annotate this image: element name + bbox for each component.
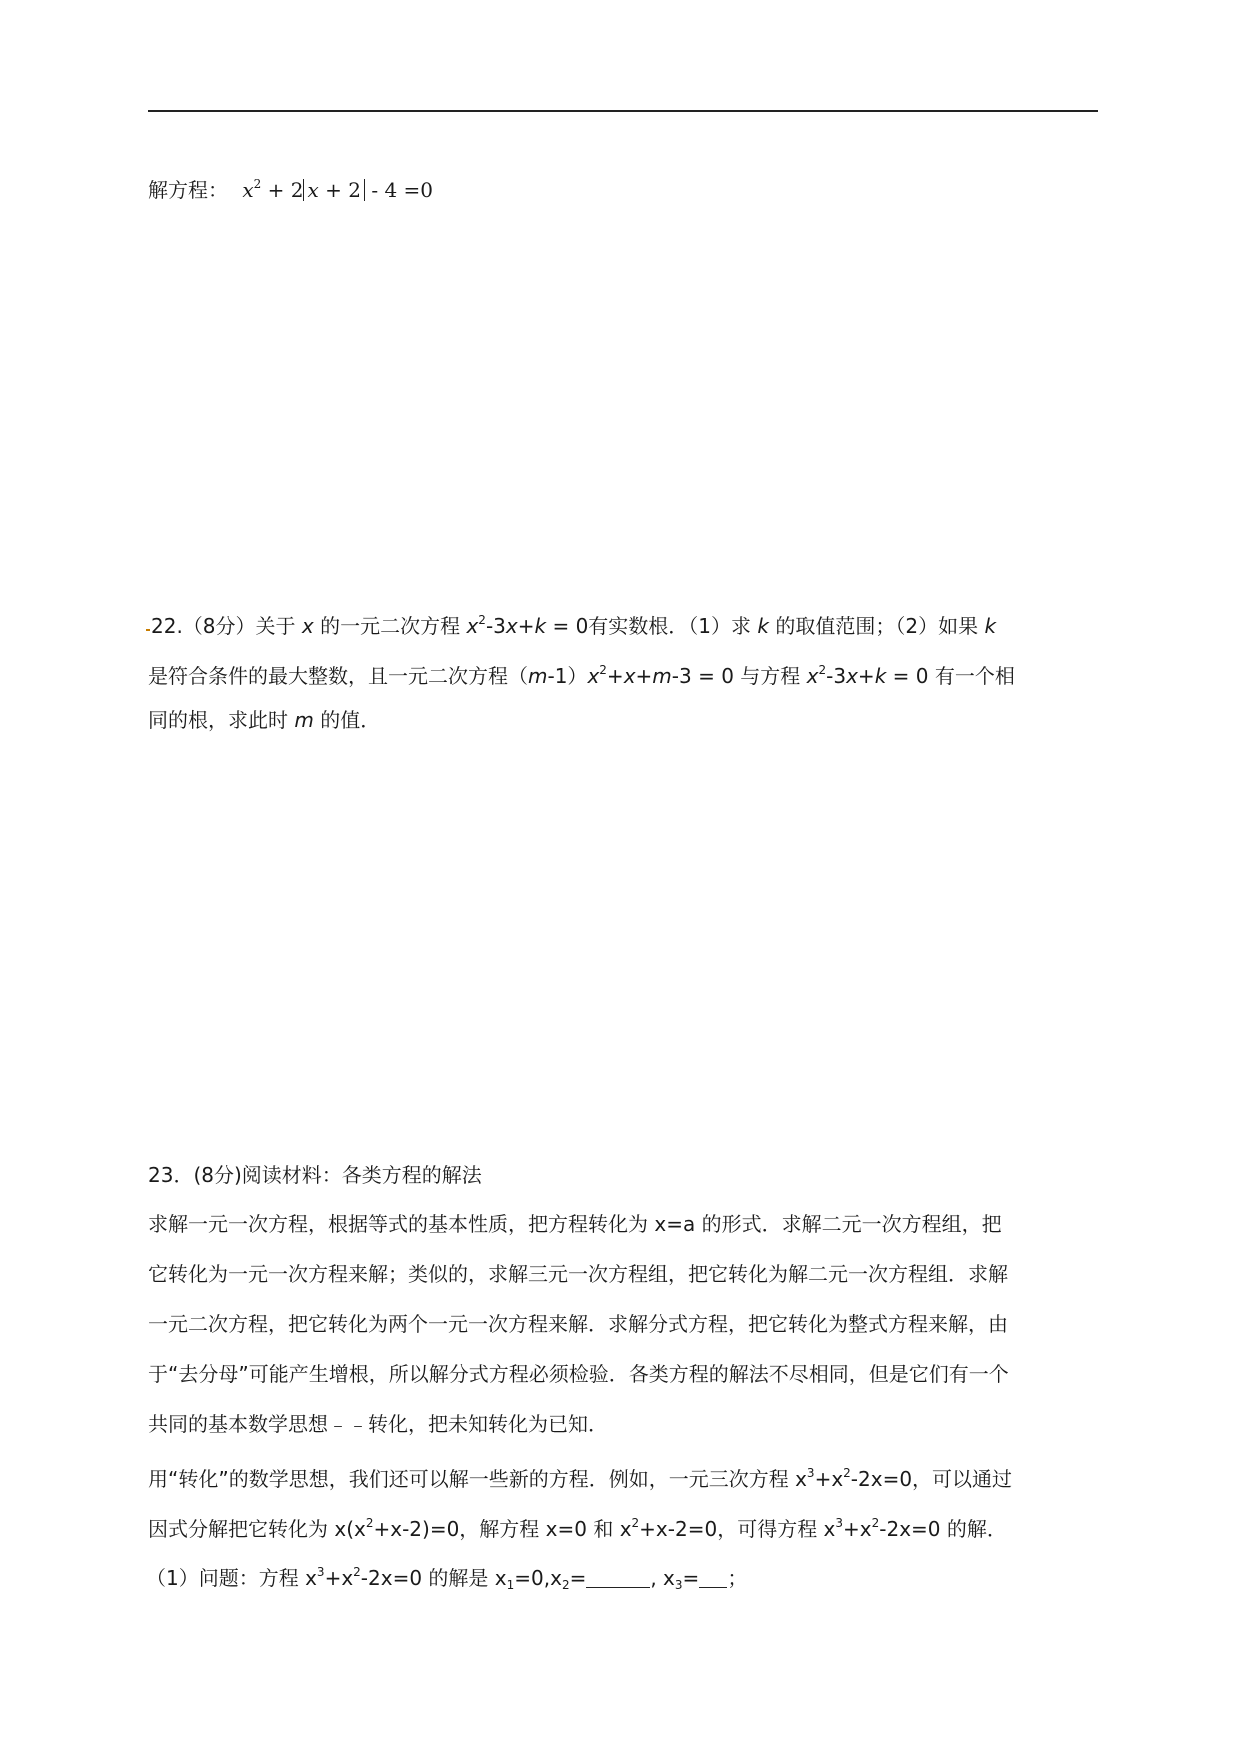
q23-paragraph-line-5: 共同的基本数学思想﹣﹣转化，把未知转化为已知． <box>148 1412 608 1436</box>
q23-paragraph-line-1: 求解一元一次方程，根据等式的基本性质，把方程转化为 x=a 的形式．求解二元一次方程组，把 <box>148 1212 1002 1236</box>
q22-line-1: 22.（8分）关于 x 的一元二次方程 $x^2-3x+k = 0$有实数根．（1）求 k 的取值范围；（2）如果 k <box>146 606 996 640</box>
header-rule <box>148 110 1098 112</box>
q23-question-1: （1）问题：方程 $x^3+x^2-2x=0$ 的解是 $x_1=0,x_2=$ , $x_3=$ ； <box>146 1565 748 1592</box>
intro-label: 解方程： <box>148 178 228 202</box>
marker-tick <box>146 629 150 631</box>
q23-paragraph-line-4: 于“去分母”可能产生增根，所以解分式方程必须检验．各类方程的解法不尽相同，但是它们有一个 <box>148 1362 1009 1386</box>
q23-paragraph-line-2: 它转化为一元一次方程来解；类似的，求解三元一次方程组，把它转化为解二元一次方程组．求解 <box>148 1262 1008 1286</box>
absolute-value: x + 2 <box>303 179 365 201</box>
answer-blank-x2[interactable] <box>586 1569 650 1588</box>
q22-line-2: 是符合条件的最大整数，且一元二次方程$(m-1)x^2+x+m-3 = 0$ 与方程 $x^2-3x+k = 0$ 有一个相 <box>148 663 1015 688</box>
q23-paragraph-line-3: 一元二次方程，把它转化为两个一元一次方程来解．求解分式方程，把它转化为整式方程来解，由 <box>148 1312 1008 1336</box>
q23-title: 23．(8分)阅读材料：各类方程的解法 <box>148 1163 482 1187</box>
q23-paragraph-line-6: 用“转化”的数学思想，我们还可以解一些新的方程．例如，一元三次方程 $x^3+x^2-2x=0$，可以通过 <box>148 1466 1013 1491</box>
q23-paragraph-line-7: 因式分解把它转化为 $x(x^2+x-2)=0$，解方程 x=0 和 $x^2+x-2=0$，可得方程 $x^3+x^2-2x=0$ 的解． <box>148 1516 1007 1541</box>
q22-line-3: 同的根，求此时 m 的值． <box>148 708 381 732</box>
answer-blank-x3[interactable] <box>699 1569 727 1588</box>
intro-equation: $x^2 + 2$ x + 2 - 4 =0 <box>242 177 434 202</box>
intro-line <box>148 170 433 204</box>
